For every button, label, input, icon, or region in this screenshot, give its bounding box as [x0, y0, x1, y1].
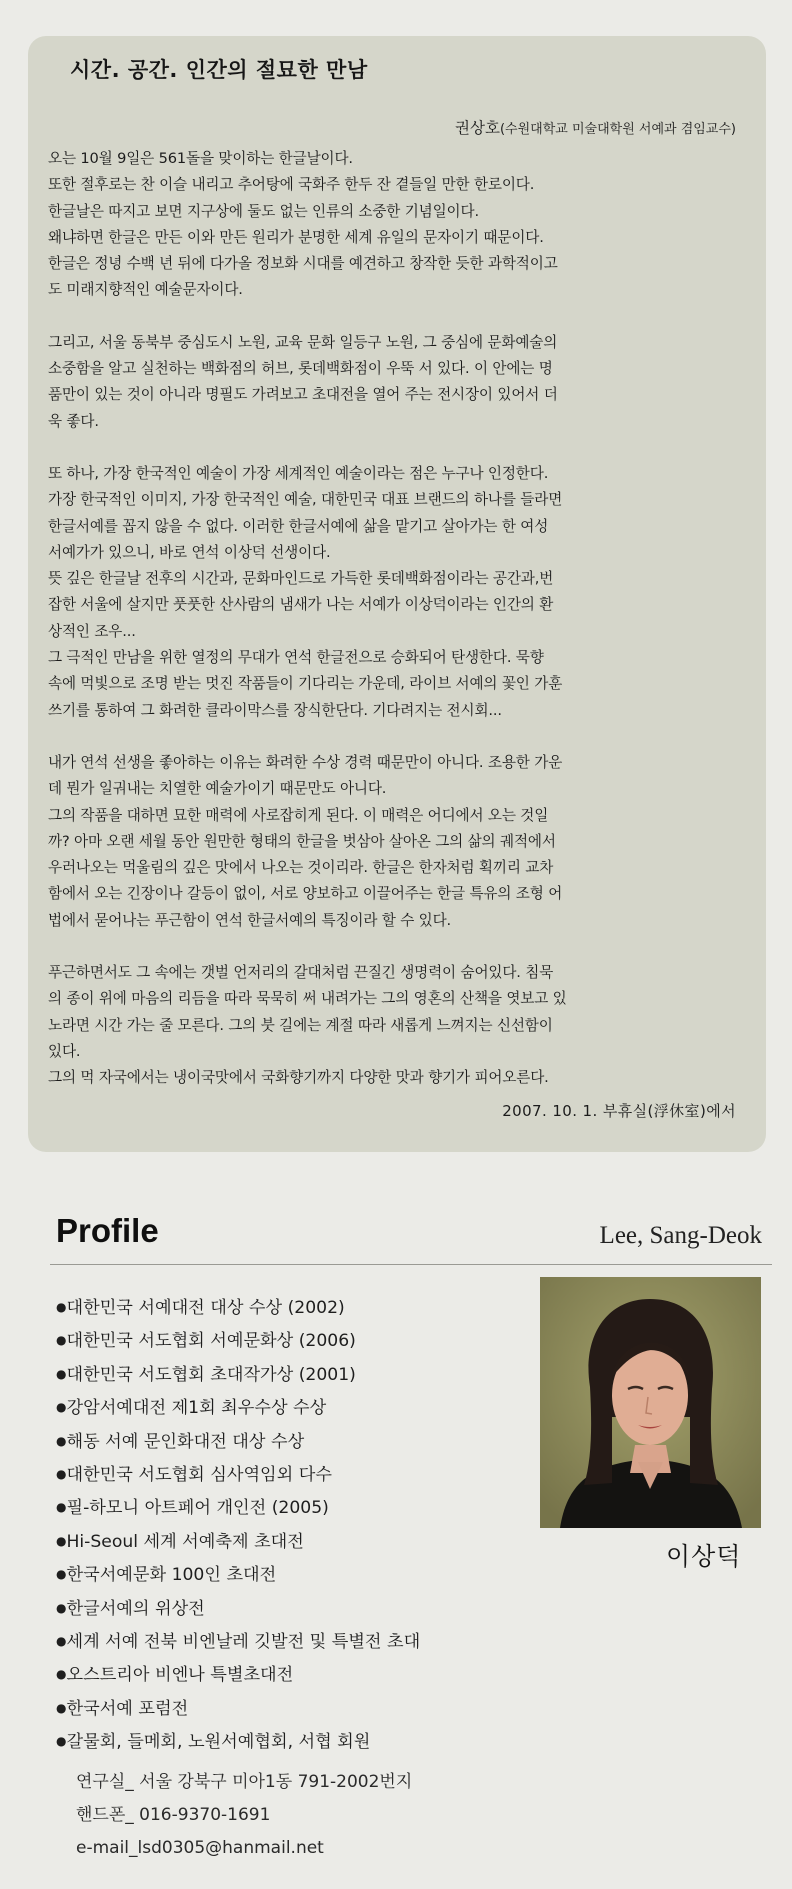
profile-name-korean: 이상덕: [666, 1542, 742, 1571]
award-item: [56, 1559, 420, 1592]
essay-paragraph: 그리고, 서울 동북부 중심도시 노원, 교육 문화 일등구 노원, 그 중심에 문화예술의 소중함을 알고 실천하는 백화점의 허브, 롯데백화점이 우뚝 서 있다. 이 안에는 명 품만이 있는 것이 아니라 명필도 가려보고 초대전을 열어 주는 전시장이 있어서 더 욱 좋다.: [48, 333, 558, 430]
award-text: 필-하모니 아트페어 개인전 (2005): [66, 1498, 329, 1519]
author-affiliation: (수원대학교 미술대학원 서예과 겸임교수): [499, 122, 736, 137]
award-item: [56, 1392, 420, 1425]
award-text: 강암서예대전 제1회 최우수상 수상: [66, 1398, 327, 1419]
essay-panel: [28, 36, 766, 1152]
award-item: [56, 1726, 420, 1759]
award-item: [56, 1626, 420, 1659]
award-item: [56, 1426, 420, 1459]
bullet-icon: ●: [56, 1400, 67, 1415]
award-item: [56, 1325, 420, 1358]
essay-paragraph: 또 하나, 가장 한국적인 예술이 가장 세계적인 예술이라는 점은 누구나 인정한다. 가장 한국적인 이미지, 가장 한국적인 예술, 대한민국 대표 브랜드의 하나를 들라면 한글서예를 꼽지 않을 수 없다. 이러한 한글서예에 삶을 맡기고 살아가는 한 여성 서예가가 있으니, 바로 연석 이상덕 선생이다. 뜻 깊은 한글날 전후의 시간과, 문화마인드로 가득한 롯데백화점이라는 공간과,번 잡한 서울에 살지만 풋풋한 산사람의 냄새가 나는 서예가 이상덕이라는 인간의 환 상적인 조우... 그 극적인 만남을 위한 열정의 무대가 연석 한글전으로 승화되어 탄생한다. 묵향 속에 먹빛으로 조명 받는 멋진 작품들이 기다리는 가운데, 라이브 서예의 꽃인 가훈 쓰기를 통하여 그 화려한 클라이막스를 장식한단다. 기다려지는 전시회...: [48, 464, 563, 719]
bullet-icon: ●: [56, 1366, 67, 1381]
contact-phone: 핸드폰_ 016-9370-1691: [76, 1805, 271, 1825]
essay-paragraph: 오는 10월 9일은 561돌을 맞이하는 한글날이다. 또한 절후로는 찬 이슬 내리고 추어탕에 국화주 한두 잔 곁들일 만한 한로이다. 한글날은 따지고 보면 지구상에 둘도 없는 인류의 소중한 기념일이다. 왜냐하면 한글은 만든 이와 만든 원리가 분명한 세계 유일의 문자이기 때문이다. 한글은 정녕 수백 년 뒤에 다가올 정보화 시대를 예견하고 창작한 듯한 과학적이고 도 미래지향적인 예술문자이다.: [48, 150, 558, 299]
portrait-illustration: [540, 1277, 761, 1528]
award-text: 해동 서예 문인화대전 대상 수상: [66, 1431, 305, 1452]
profile-name-english: Lee, Sang-Deok: [599, 1222, 762, 1249]
bullet-icon: ●: [56, 1500, 67, 1515]
contact-info: [76, 1766, 412, 1865]
bullet-icon: ●: [56, 1467, 67, 1482]
award-text: 대한민국 서도협회 심사역임외 다수: [66, 1465, 332, 1486]
contact-email: e-mail_lsd0305@hanmail.net: [76, 1838, 324, 1858]
author-name: 권상호: [455, 119, 500, 137]
essay-title: 시간. 공간. 인간의 절묘한 만남: [70, 58, 368, 82]
award-item: [56, 1526, 420, 1559]
award-item: [56, 1659, 420, 1692]
profile-heading: Profile: [56, 1212, 159, 1249]
bullet-icon: ●: [56, 1634, 67, 1649]
award-text: 세계 서예 전북 비엔날레 깃발전 및 특별전 초대: [66, 1632, 421, 1653]
award-item: [56, 1359, 420, 1392]
bullet-icon: ●: [56, 1300, 67, 1314]
award-text: 오스트리아 비엔나 특별초대전: [66, 1665, 294, 1686]
award-text: 한글서예의 위상전: [66, 1598, 205, 1619]
award-item: [56, 1492, 420, 1525]
portrait-photo: [540, 1277, 761, 1528]
bullet-icon: ●: [56, 1333, 67, 1348]
award-text: 대한민국 서도협회 서예문화상 (2006): [66, 1331, 356, 1352]
bullet-icon: ●: [56, 1433, 67, 1448]
essay-body: [48, 146, 748, 1092]
essay-date-line: 2007. 10. 1. 부휴실(浮休室)에서: [502, 1102, 736, 1120]
bullet-icon: ●: [56, 1533, 67, 1548]
award-item: [56, 1693, 420, 1726]
award-item: [56, 1593, 420, 1626]
award-text: 대한민국 서예대전 대상 수상 (2002): [66, 1298, 345, 1318]
essay-paragraph: 내가 연석 선생을 좋아하는 이유는 화려한 수상 경력 때문만이 아니다. 조용한 가운 데 뭔가 일궈내는 치열한 예술가이기 때문만도 아니다. 그의 작품을 대하면 묘한 매력에 사로잡히게 된다. 이 매력은 어디에서 오는 것일 까? 아마 오랜 세월 동안 원만한 형태의 한글을 벗삼아 살아온 그의 삶의 궤적에서 우러나오는 먹울림의 깊은 맛에서 나오는 것이리라. 한글은 한자처럼 획끼리 교차 함에서 오는 긴장이나 갈등이 없이, 서로 양보하고 이끌어주는 한글 특유의 조형 어 법에서 묻어나는 푸근함이 연석 한글서예의 특징이라 할 수 있다.: [48, 753, 563, 929]
bullet-icon: ●: [56, 1734, 67, 1749]
award-text: 갈물회, 들메회, 노원서예협회, 서협 회원: [66, 1732, 371, 1753]
award-item: [56, 1459, 420, 1492]
award-item: [56, 1292, 420, 1325]
essay-author: [455, 116, 736, 138]
profile-divider: [50, 1264, 772, 1265]
award-text: 한국서예 포럼전: [66, 1698, 189, 1719]
bullet-icon: ●: [56, 1567, 67, 1582]
bullet-icon: ●: [56, 1600, 67, 1615]
award-text: 대한민국 서도협회 초대작가상 (2001): [66, 1364, 356, 1385]
bullet-icon: ●: [56, 1700, 67, 1715]
award-text: 한국서예문화 100인 초대전: [66, 1565, 277, 1586]
award-text: Hi-Seoul 세계 서예축제 초대전: [66, 1531, 304, 1552]
award-list: [56, 1292, 420, 1760]
contact-studio-address: 연구실_ 서울 강북구 미아1동 791-2002번지: [76, 1772, 413, 1792]
essay-paragraph: 푸근하면서도 그 속에는 갯벌 언저리의 갈대처럼 끈질긴 생명력이 숨어있다. 침묵 의 종이 위에 마음의 리듬을 따라 묵묵히 써 내려가는 그의 영혼의 산책을 엿보고 있 노라면 시간 가는 줄 모른다. 그의 붓 길에는 계절 따라 새롭게 느껴지는 신선함이 있다. 그의 먹 자국에서는 냉이국맛에서 국화향기까지 다양한 맛과 향기가 피어오른다.: [48, 964, 567, 1087]
bullet-icon: ●: [56, 1667, 67, 1682]
